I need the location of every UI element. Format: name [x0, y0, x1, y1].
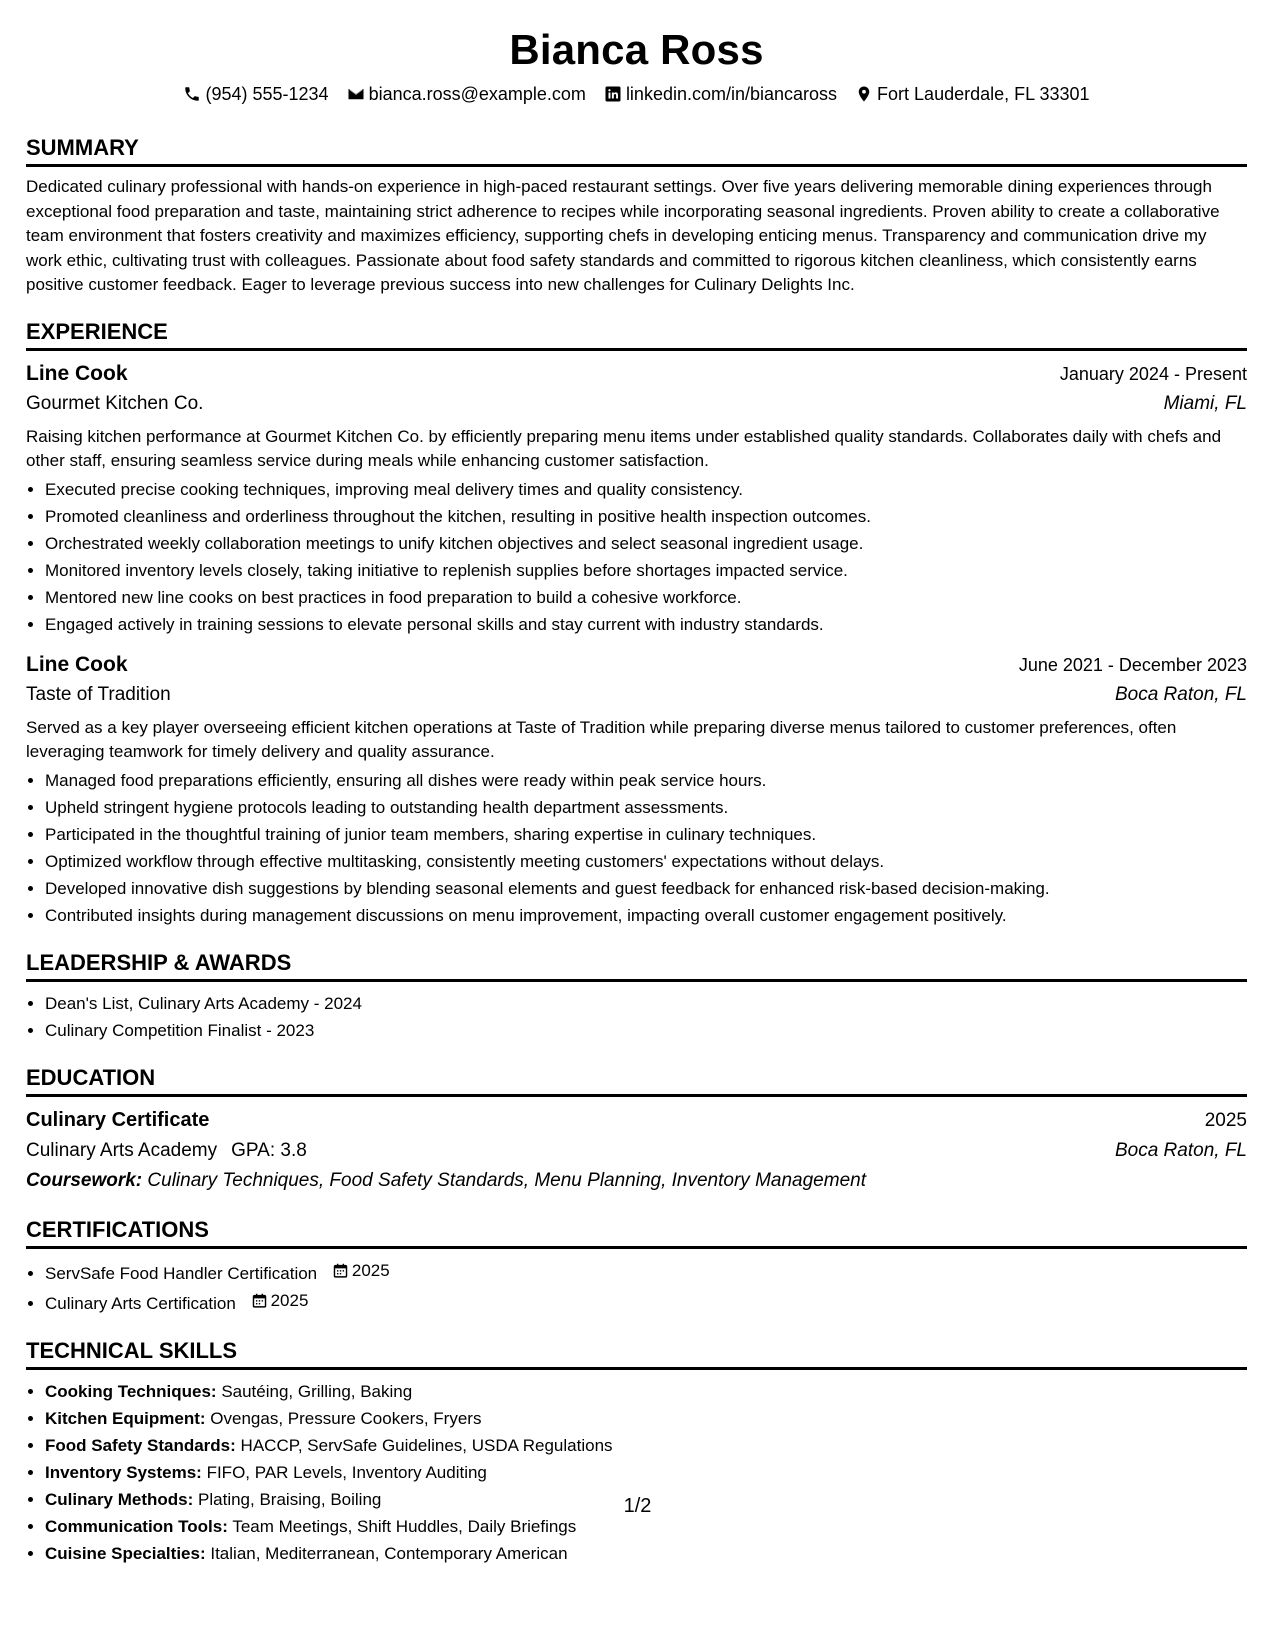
cert-date	[251, 1287, 309, 1314]
contact-linkedin[interactable]	[604, 82, 837, 106]
list-item: • Engaged actively in training sessions to elevate personal skills and stay current with industry standards.	[45, 611, 1247, 638]
linkedin-text[interactable]: linkedin.com/in/biancaross	[625, 84, 838, 104]
skill-label: Food Safety Standards:	[45, 1435, 236, 1455]
page-number: 1/2	[623, 1495, 652, 1517]
envelope-icon	[347, 85, 365, 103]
education-section	[26, 1064, 1247, 1196]
list-item	[45, 1287, 1247, 1317]
list-item: • Monitored inventory levels closely, taking initiative to replenish supplies before shortages impacted service.	[45, 557, 1247, 584]
job-entry	[26, 359, 1247, 638]
skills-list	[26, 1378, 1247, 1567]
skill-label: Cuisine Specialties:	[45, 1543, 206, 1563]
job-dates: June 2021 - December 2023	[1018, 654, 1247, 675]
section-title-leadership: LEADERSHIP & AWARDS	[26, 949, 1247, 982]
calendar-icon	[251, 1292, 268, 1309]
email-text[interactable]: bianca.ross@example.com	[368, 84, 586, 104]
job-entry	[26, 650, 1247, 929]
list-item: • Contributed insights during management discussions on menu improvement, impacting overall customer engagement positively.	[45, 902, 1247, 929]
calendar-icon	[332, 1262, 349, 1279]
map-pin-icon	[855, 85, 873, 103]
skill-value: Ovengas, Pressure Cookers, Fryers	[210, 1408, 482, 1428]
skill-value: FIFO, PAR Levels, Inventory Auditing	[206, 1462, 487, 1482]
skill-value: HACCP, ServSafe Guidelines, USDA Regulations	[240, 1435, 613, 1455]
list-item: • Dean's List, Culinary Arts Academy - 2024	[45, 990, 1247, 1017]
cert-name: ServSafe Food Handler Certification	[45, 1263, 318, 1283]
certifications-list	[26, 1257, 1247, 1317]
coursework-text: Culinary Techniques, Food Safety Standards, Menu Planning, Inventory Management	[147, 1169, 866, 1191]
skill-label: Inventory Systems:	[45, 1462, 202, 1482]
experience-section	[26, 318, 1247, 929]
list-item: • Upheld stringent hygiene protocols leading to outstanding health department assessments.	[45, 794, 1247, 821]
job-bullets	[26, 476, 1247, 638]
contact-phone	[183, 82, 328, 106]
contact-email[interactable]	[347, 82, 586, 106]
location-text: Fort Lauderdale, FL 33301	[877, 84, 1090, 104]
section-title-certifications: CERTIFICATIONS	[26, 1216, 1247, 1249]
list-item: • Developed innovative dish suggestions by blending seasonal elements and guest feedback for enhanced risk-based decision-making.	[45, 875, 1247, 902]
cert-name: Culinary Arts Certification	[45, 1293, 236, 1313]
edu-school: Culinary Arts Academy	[26, 1139, 218, 1161]
edu-coursework	[26, 1166, 1247, 1196]
list-item: • Managed food preparations efficiently, ensuring all dishes were ready within peak service hours.	[45, 767, 1247, 794]
candidate-name: Bianca Ross	[509, 26, 764, 73]
certifications-section	[26, 1216, 1247, 1317]
skill-label: Kitchen Equipment:	[45, 1408, 206, 1428]
skill-value: Italian, Mediterranean, Contemporary American	[210, 1543, 568, 1563]
skill-value: Plating, Braising, Boiling	[198, 1489, 382, 1509]
list-item: • Optimized workflow through effective multitasking, consistently meeting customers' expectations without delays.	[45, 848, 1247, 875]
list-item: • Orchestrated weekly collaboration meetings to unify kitchen objectives and select seasonal ingredient usage.	[45, 530, 1247, 557]
edu-degree: Culinary Certificate	[26, 1108, 210, 1131]
section-title-skills: TECHNICAL SKILLS	[26, 1337, 1247, 1370]
leadership-section	[26, 949, 1247, 1044]
list-item: • Participated in the thoughtful training of junior team members, sharing expertise in culinary techniques.	[45, 821, 1247, 848]
contact-location	[855, 82, 1089, 106]
list-item	[45, 1378, 1247, 1405]
job-location: Boca Raton, FL	[1114, 683, 1247, 705]
edu-school-line	[26, 1136, 307, 1166]
linkedin-icon	[604, 85, 622, 103]
list-item: • Culinary Competition Finalist - 2023	[45, 1017, 1247, 1044]
job-description: Raising kitchen performance at Gourmet Kitchen Co. by efficiently preparing menu items under established quality standards. Collaborates daily with chefs and other staff, ensuring seamless service during meals while enhancing customer satisfaction.	[26, 426, 1222, 470]
job-dates: January 2024 - Present	[1059, 363, 1247, 384]
phone-text: (954) 555-1234	[205, 84, 329, 104]
phone-icon	[183, 85, 201, 103]
job-bullets	[26, 767, 1247, 929]
cert-year: 2025	[351, 1260, 390, 1280]
skill-value: Sautéing, Grilling, Baking	[221, 1381, 413, 1401]
skill-label: Communication Tools:	[45, 1516, 228, 1536]
job-location: Miami, FL	[1163, 392, 1247, 414]
list-item	[45, 1257, 1247, 1287]
section-title-experience: EXPERIENCE	[26, 318, 1247, 351]
list-item	[45, 1459, 1247, 1486]
job-title: Line Cook	[26, 652, 128, 676]
coursework-label: Coursework:	[26, 1169, 143, 1191]
skills-section	[26, 1337, 1247, 1567]
cert-date	[332, 1257, 390, 1284]
job-title: Line Cook	[26, 361, 128, 385]
contact-bar	[26, 82, 1247, 106]
summary-text: Dedicated culinary professional with hands-on experience in high-paced restaurant settings. Over five years delivering memorable dining experiences through exceptional food preparation and taste, maintaining strict adherence to recipes while incorporating seasonal ingredients. Proven ability to create a collaborative team environment that fosters creativity and maximizes efficiency, supporting chefs in developing enticing menus. Transparency and communication drive my work ethic, cultivating trust with colleagues. Passionate about food safety standards and committed to rigorous kitchen cleanliness, which consistently earns positive customer feedback. Eager to leverage previous success into new challenges for Culinary Delights Inc.	[26, 177, 1220, 294]
job-company: Taste of Tradition	[26, 683, 171, 705]
job-company: Gourmet Kitchen Co.	[26, 392, 204, 414]
skill-value: Team Meetings, Shift Huddles, Daily Briefings	[232, 1516, 577, 1536]
section-title-education: EDUCATION	[26, 1064, 1247, 1097]
skill-label: Cooking Techniques:	[45, 1381, 217, 1401]
job-description: Served as a key player overseeing efficient kitchen operations at Taste of Tradition while preparing diverse menus tailored to customer preferences, often leveraging teamwork for timely delivery and quality assurance.	[26, 717, 1177, 761]
skill-label: Culinary Methods:	[45, 1489, 194, 1509]
leadership-list	[26, 990, 1247, 1044]
cert-year: 2025	[270, 1290, 309, 1310]
list-item: • Promoted cleanliness and orderliness throughout the kitchen, resulting in positive health inspection outcomes.	[45, 503, 1247, 530]
list-item	[45, 1405, 1247, 1432]
edu-gpa: GPA: 3.8	[231, 1139, 307, 1161]
list-item: • Mentored new line cooks on best practices in food preparation to build a cohesive workforce.	[45, 584, 1247, 611]
list-item	[45, 1540, 1247, 1567]
list-item: • Executed precise cooking techniques, improving meal delivery times and quality consistency.	[45, 476, 1247, 503]
edu-year: 2025	[1204, 1109, 1247, 1131]
section-title-summary: SUMMARY	[26, 134, 1247, 167]
summary-section	[26, 134, 1247, 298]
list-item	[45, 1432, 1247, 1459]
edu-location: Boca Raton, FL	[1114, 1139, 1247, 1161]
